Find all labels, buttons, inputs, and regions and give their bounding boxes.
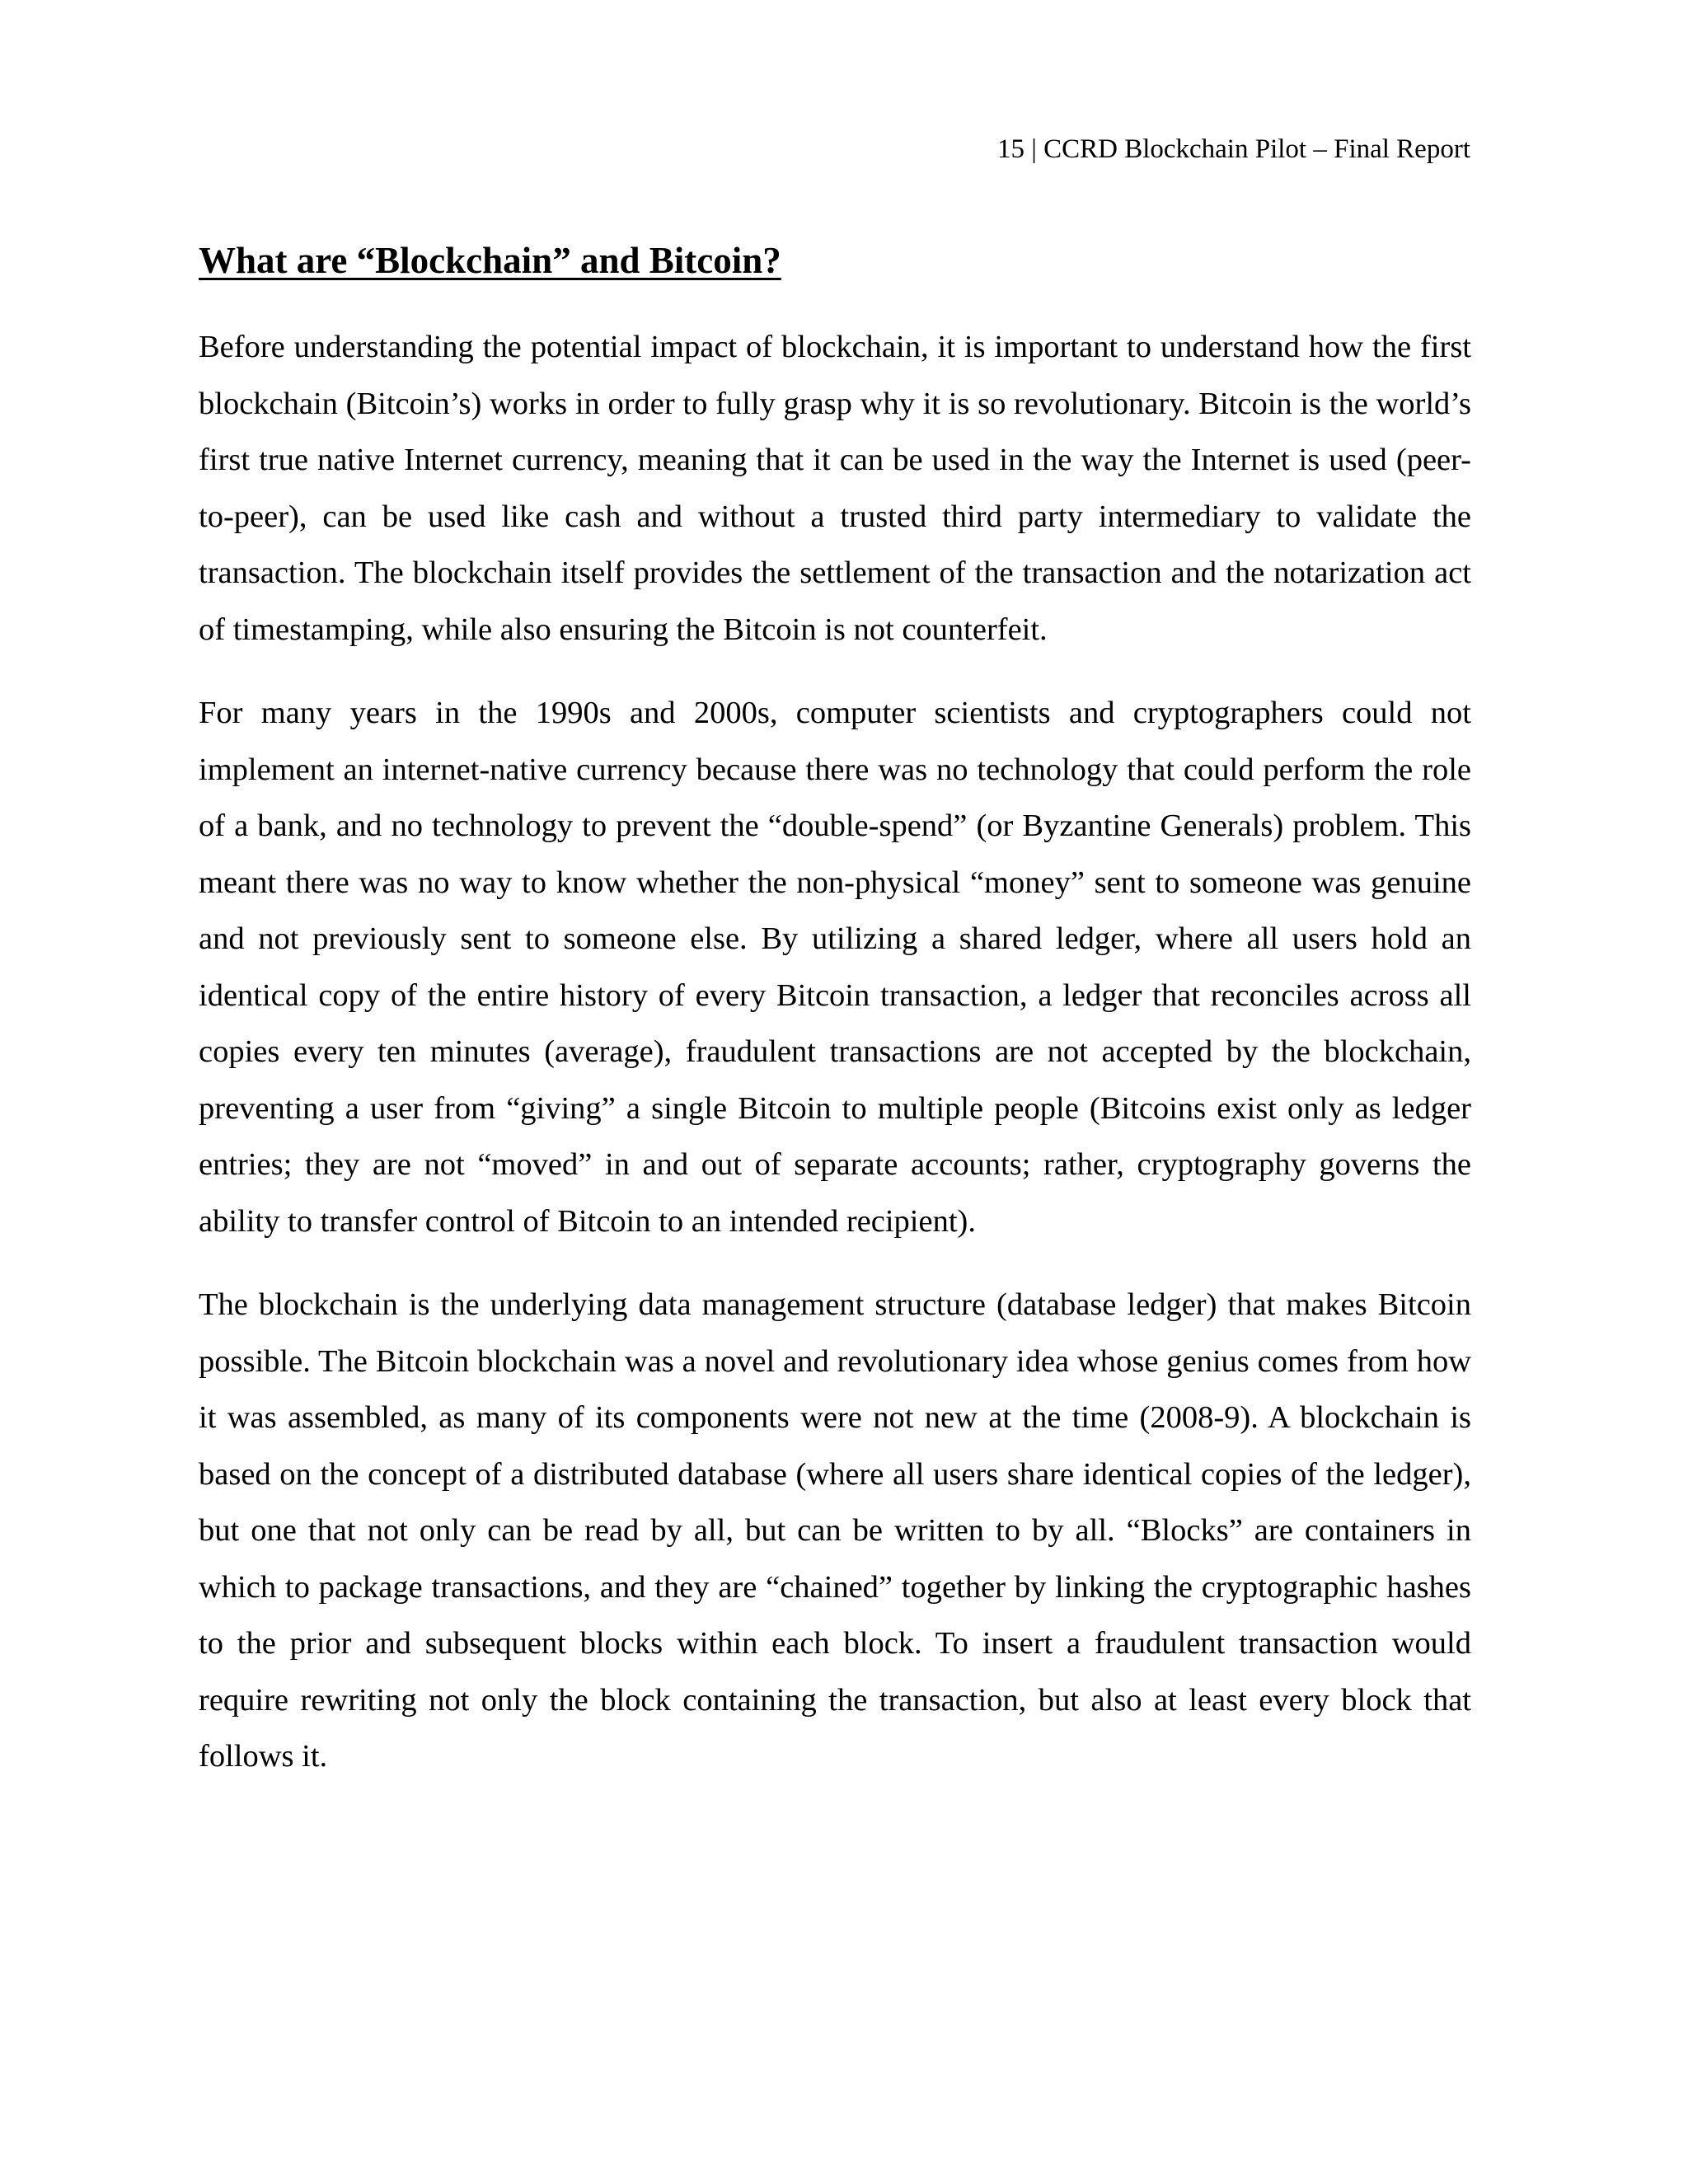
paragraph-intro: Before understanding the potential impact of blockchain, it is important to understand how the first blockchain (Bitcoin’s) works in order to fully grasp why it is so revolutionary. Bitcoin is the world’s first true native Internet currency, meaning that it can be used in the way the Internet is used (peer-to-peer), can be used like cash and without a trusted third party intermediary to validate the transaction. The blockchain itself provides the settlement of the transaction and the notarization act of timestamping, while also ensuring the Bitcoin is not counterfeit. [199, 330, 1471, 647]
page-content [199, 237, 1471, 1812]
paragraph-double-spend: For many years in the 1990s and 2000s, computer scientists and cryptographers could not implement an internet-native currency because there was no technology that could perform the role of a bank, and no technology to prevent the “double-spend” (or Byzantine Generals) problem. This meant there was no way to know whether the non-physical “money” sent to someone was genuine and not previously sent to someone else. By utilizing a shared ledger, where all users hold an identical copy of the entire history of every Bitcoin transaction, a ledger that reconciles across all copies every ten minutes (average), fraudulent transactions are not accepted by the blockchain, preventing a user from “giving” a single Bitcoin to multiple people (Bitcoins exist only as ledger entries; they are not “moved” in and out of separate accounts; rather, cryptography governs the ability to transfer control of Bitcoin to an intended recipient). [199, 696, 1471, 1239]
section-title: What are “Blockchain” and Bitcoin? [199, 240, 781, 281]
running-header: 15 | CCRD Blockchain Pilot – Final Report [996, 134, 1470, 164]
paragraph-blockchain-structure: The blockchain is the underlying data management structure (database ledger) that makes Bitcoin possible. The Bitcoin blockchain was a novel and revolutionary idea whose genius comes from how it was assembled, as many of its components were not new at the time (2008-9). A blockchain is based on the concept of a distributed database (where all users share identical copies of the ledger), but one that not only can be read by all, but can be written to by all. “Blocks” are containers in which to package transactions, and they are “chained” together by linking the cryptographic hashes to the prior and subsequent blocks within each block. To insert a fraudulent transaction would require rewriting not only the block containing the transaction, but also at least every block that follows it. [199, 1287, 1471, 1774]
